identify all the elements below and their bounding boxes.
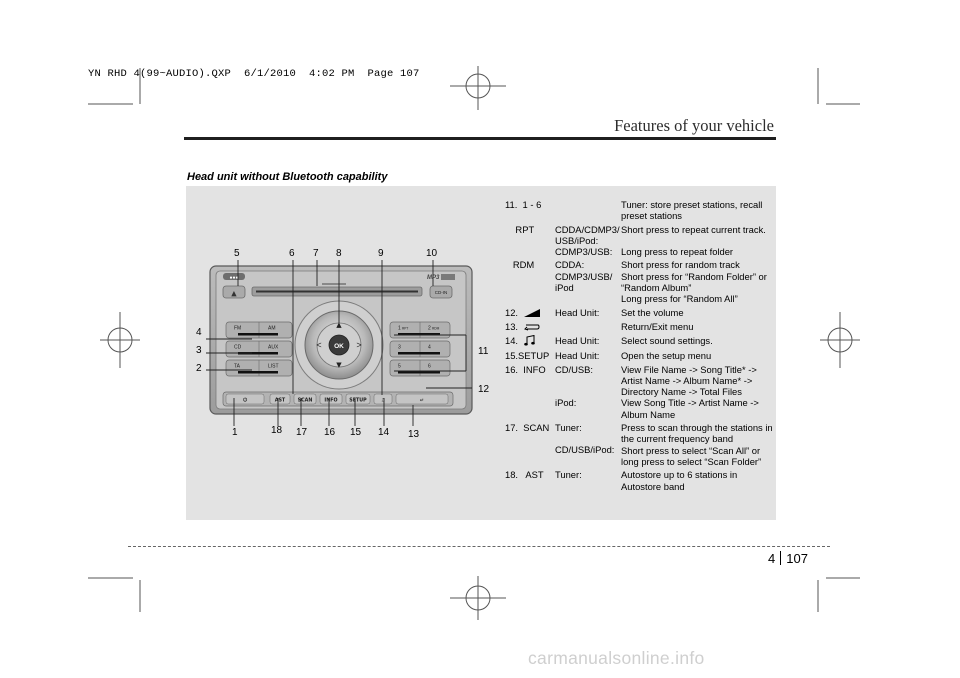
description-text: Short press to repeat current track. xyxy=(621,223,766,235)
subheading: Head unit without Bluetooth capability xyxy=(187,171,388,183)
description-text: Long press to repeat folder xyxy=(621,245,734,257)
description-source: iPod xyxy=(555,282,574,294)
callout-5: 5 xyxy=(234,248,240,259)
description-source xyxy=(555,433,621,444)
description-text: Directory Name -> Total Files xyxy=(621,386,742,398)
preset-button-label: 3 xyxy=(398,344,401,351)
description-number: 15.SETUP xyxy=(505,350,550,362)
callout-13: 13 xyxy=(408,429,420,440)
bottom-button-label: ⏻ xyxy=(243,398,247,404)
description-row xyxy=(505,199,773,222)
music-note-icon xyxy=(524,335,536,348)
section-title: Features of your vehicle xyxy=(614,116,774,135)
description-text: Long press for “Random All” xyxy=(621,293,738,305)
callout-14: 14 xyxy=(378,427,390,438)
callout-7: 7 xyxy=(313,248,319,259)
description-row xyxy=(505,469,773,492)
description-text: View Song Title -> Artist Name -> xyxy=(621,397,759,409)
callout-11: 11 xyxy=(478,346,489,357)
callout-3: 3 xyxy=(196,345,202,356)
head-unit-illustration xyxy=(186,240,496,440)
description-text: Press to scan through the stations in xyxy=(621,422,773,434)
description-row xyxy=(505,259,773,304)
preset-button-label: 6 xyxy=(428,363,431,370)
preset-button-group xyxy=(390,322,450,376)
description-text: Short press to select “Scan All” or xyxy=(621,444,761,456)
description-source: CD/USB/iPod: xyxy=(555,444,615,456)
footer-dashed-rule xyxy=(128,546,830,547)
watermark: carmanualsonline.info xyxy=(528,648,705,668)
preset-button-label: 5 xyxy=(398,363,401,370)
svg-text:MP3: MP3 xyxy=(427,275,440,281)
svg-text:▲: ▲ xyxy=(336,321,342,329)
description-text: long press to select “Scan Folder” xyxy=(621,455,762,467)
left-button-group xyxy=(226,322,292,376)
description-text: “Random Album” xyxy=(621,282,692,294)
bottom-button-group xyxy=(226,394,448,404)
description-text: preset stations xyxy=(621,210,682,222)
left-button-label: AM xyxy=(268,325,276,332)
description-number: 12. xyxy=(505,306,519,318)
description-source: CDDA/CDMP3/ xyxy=(555,223,620,235)
header-rule xyxy=(184,137,776,140)
svg-text:▲: ▲ xyxy=(231,289,237,298)
description-text: Short press for random track xyxy=(621,259,740,271)
page-number xyxy=(768,551,808,566)
description-number: 17. SCAN xyxy=(505,422,550,434)
callout-1: 1 xyxy=(232,427,238,438)
description-source xyxy=(555,199,621,210)
description-text: the current frequency band xyxy=(621,433,734,445)
bottom-button-label: ♫ xyxy=(380,398,386,404)
registration-mark-right xyxy=(820,312,860,368)
description-number: RPT xyxy=(505,223,535,235)
chapter-number: 4 xyxy=(768,551,776,566)
bottom-button-label: ↵ xyxy=(419,398,425,404)
description-source: CDMP3/USB: xyxy=(555,246,613,258)
bottom-button-label: SETUP xyxy=(349,398,367,404)
description-number: 13. xyxy=(505,320,519,332)
description-text xyxy=(621,235,773,246)
registration-mark-bottom xyxy=(450,576,506,620)
svg-text:<: < xyxy=(316,340,322,350)
preset-button-label: 1 xyxy=(398,325,401,332)
description-source: Head Unit: xyxy=(555,334,600,346)
callout-4: 4 xyxy=(196,327,202,338)
description-text: Album Name xyxy=(621,408,676,420)
left-button-label: FM xyxy=(234,325,242,332)
svg-text:CD-IN: CD-IN xyxy=(434,290,448,295)
description-source: iPod: xyxy=(555,396,577,408)
description-text: Tuner: store preset stations, recall xyxy=(621,199,763,210)
preset-button-sublabel: RDM xyxy=(432,326,440,331)
preset-button-sublabel: RPT xyxy=(402,326,409,331)
svg-text:●●●: ●●● xyxy=(229,274,239,281)
description-number: RDM xyxy=(505,259,535,271)
description-text: Select sound settings. xyxy=(621,334,713,346)
description-row xyxy=(505,364,773,420)
callout-6: 6 xyxy=(289,248,295,259)
description-source: Tuner: xyxy=(555,422,582,434)
description-text: Set the volume xyxy=(621,306,684,318)
svg-text:>: > xyxy=(356,340,362,350)
bottom-button-label: INFO xyxy=(324,398,338,404)
description-row xyxy=(505,335,773,348)
left-button-label: LIST xyxy=(268,363,279,370)
left-button-label: CD xyxy=(234,344,242,351)
left-button-label: AUX xyxy=(268,344,279,351)
description-source: Head Unit: xyxy=(555,350,600,362)
description-row xyxy=(505,422,773,467)
description-source: CDMP3/USB/ xyxy=(555,270,613,282)
description-row xyxy=(505,321,773,333)
description-text: Return/Exit menu xyxy=(621,320,694,332)
return-icon xyxy=(524,322,540,333)
description-row xyxy=(505,350,773,361)
description-number: 16. INFO xyxy=(505,363,546,375)
description-source xyxy=(555,375,621,386)
description-source: Tuner: xyxy=(555,469,582,481)
svg-text:OK: OK xyxy=(334,343,344,350)
callout-12: 12 xyxy=(478,384,490,395)
description-text: View File Name -> Song Title* -> xyxy=(621,363,757,375)
description-source: CDDA: xyxy=(555,259,585,271)
description-source xyxy=(555,321,621,332)
description-number: 11. 1 - 6 xyxy=(505,199,542,210)
callout-16: 16 xyxy=(324,427,336,438)
description-number: 14. xyxy=(505,335,519,347)
description-text: Artist Name -> Album Name* -> xyxy=(621,374,753,386)
callout-8: 8 xyxy=(336,248,342,259)
callout-18: 18 xyxy=(271,425,283,436)
description-number: 18. AST xyxy=(505,469,544,481)
volume-icon xyxy=(524,308,540,319)
left-button-label: TA xyxy=(234,363,241,370)
bottom-button-label: AST xyxy=(274,398,286,404)
callout-15: 15 xyxy=(350,427,362,438)
description-row xyxy=(505,307,773,319)
description-list xyxy=(505,199,773,494)
description-source: Head Unit: xyxy=(555,306,600,318)
callout-2: 2 xyxy=(196,363,202,374)
description-text: Open the setup menu xyxy=(621,350,712,362)
preset-button-label: 4 xyxy=(428,344,431,351)
description-source: USB/iPod: xyxy=(555,234,599,246)
callout-17: 17 xyxy=(296,427,308,438)
registration-mark-top xyxy=(450,66,506,110)
registration-mark-left xyxy=(100,312,140,368)
preset-button-label: 2 xyxy=(428,325,431,332)
callout-9: 9 xyxy=(378,248,384,259)
description-text: Autostore band xyxy=(621,480,685,492)
print-header: YN RHD 4(99~AUDIO).QXP 6/1/2010 4:02 PM Page 107 xyxy=(88,68,420,80)
description-text: Autostore up to 6 stations in xyxy=(621,469,738,481)
description-row xyxy=(505,224,773,258)
description-text: Short press for “Random Folder” or xyxy=(621,270,767,282)
description-source: CD/USB: xyxy=(555,363,594,375)
bottom-button-label: SCAN xyxy=(297,398,313,404)
svg-text:▼: ▼ xyxy=(336,361,342,369)
page-number-value: 107 xyxy=(786,551,808,566)
callout-10: 10 xyxy=(426,248,438,259)
description-source xyxy=(555,386,621,397)
